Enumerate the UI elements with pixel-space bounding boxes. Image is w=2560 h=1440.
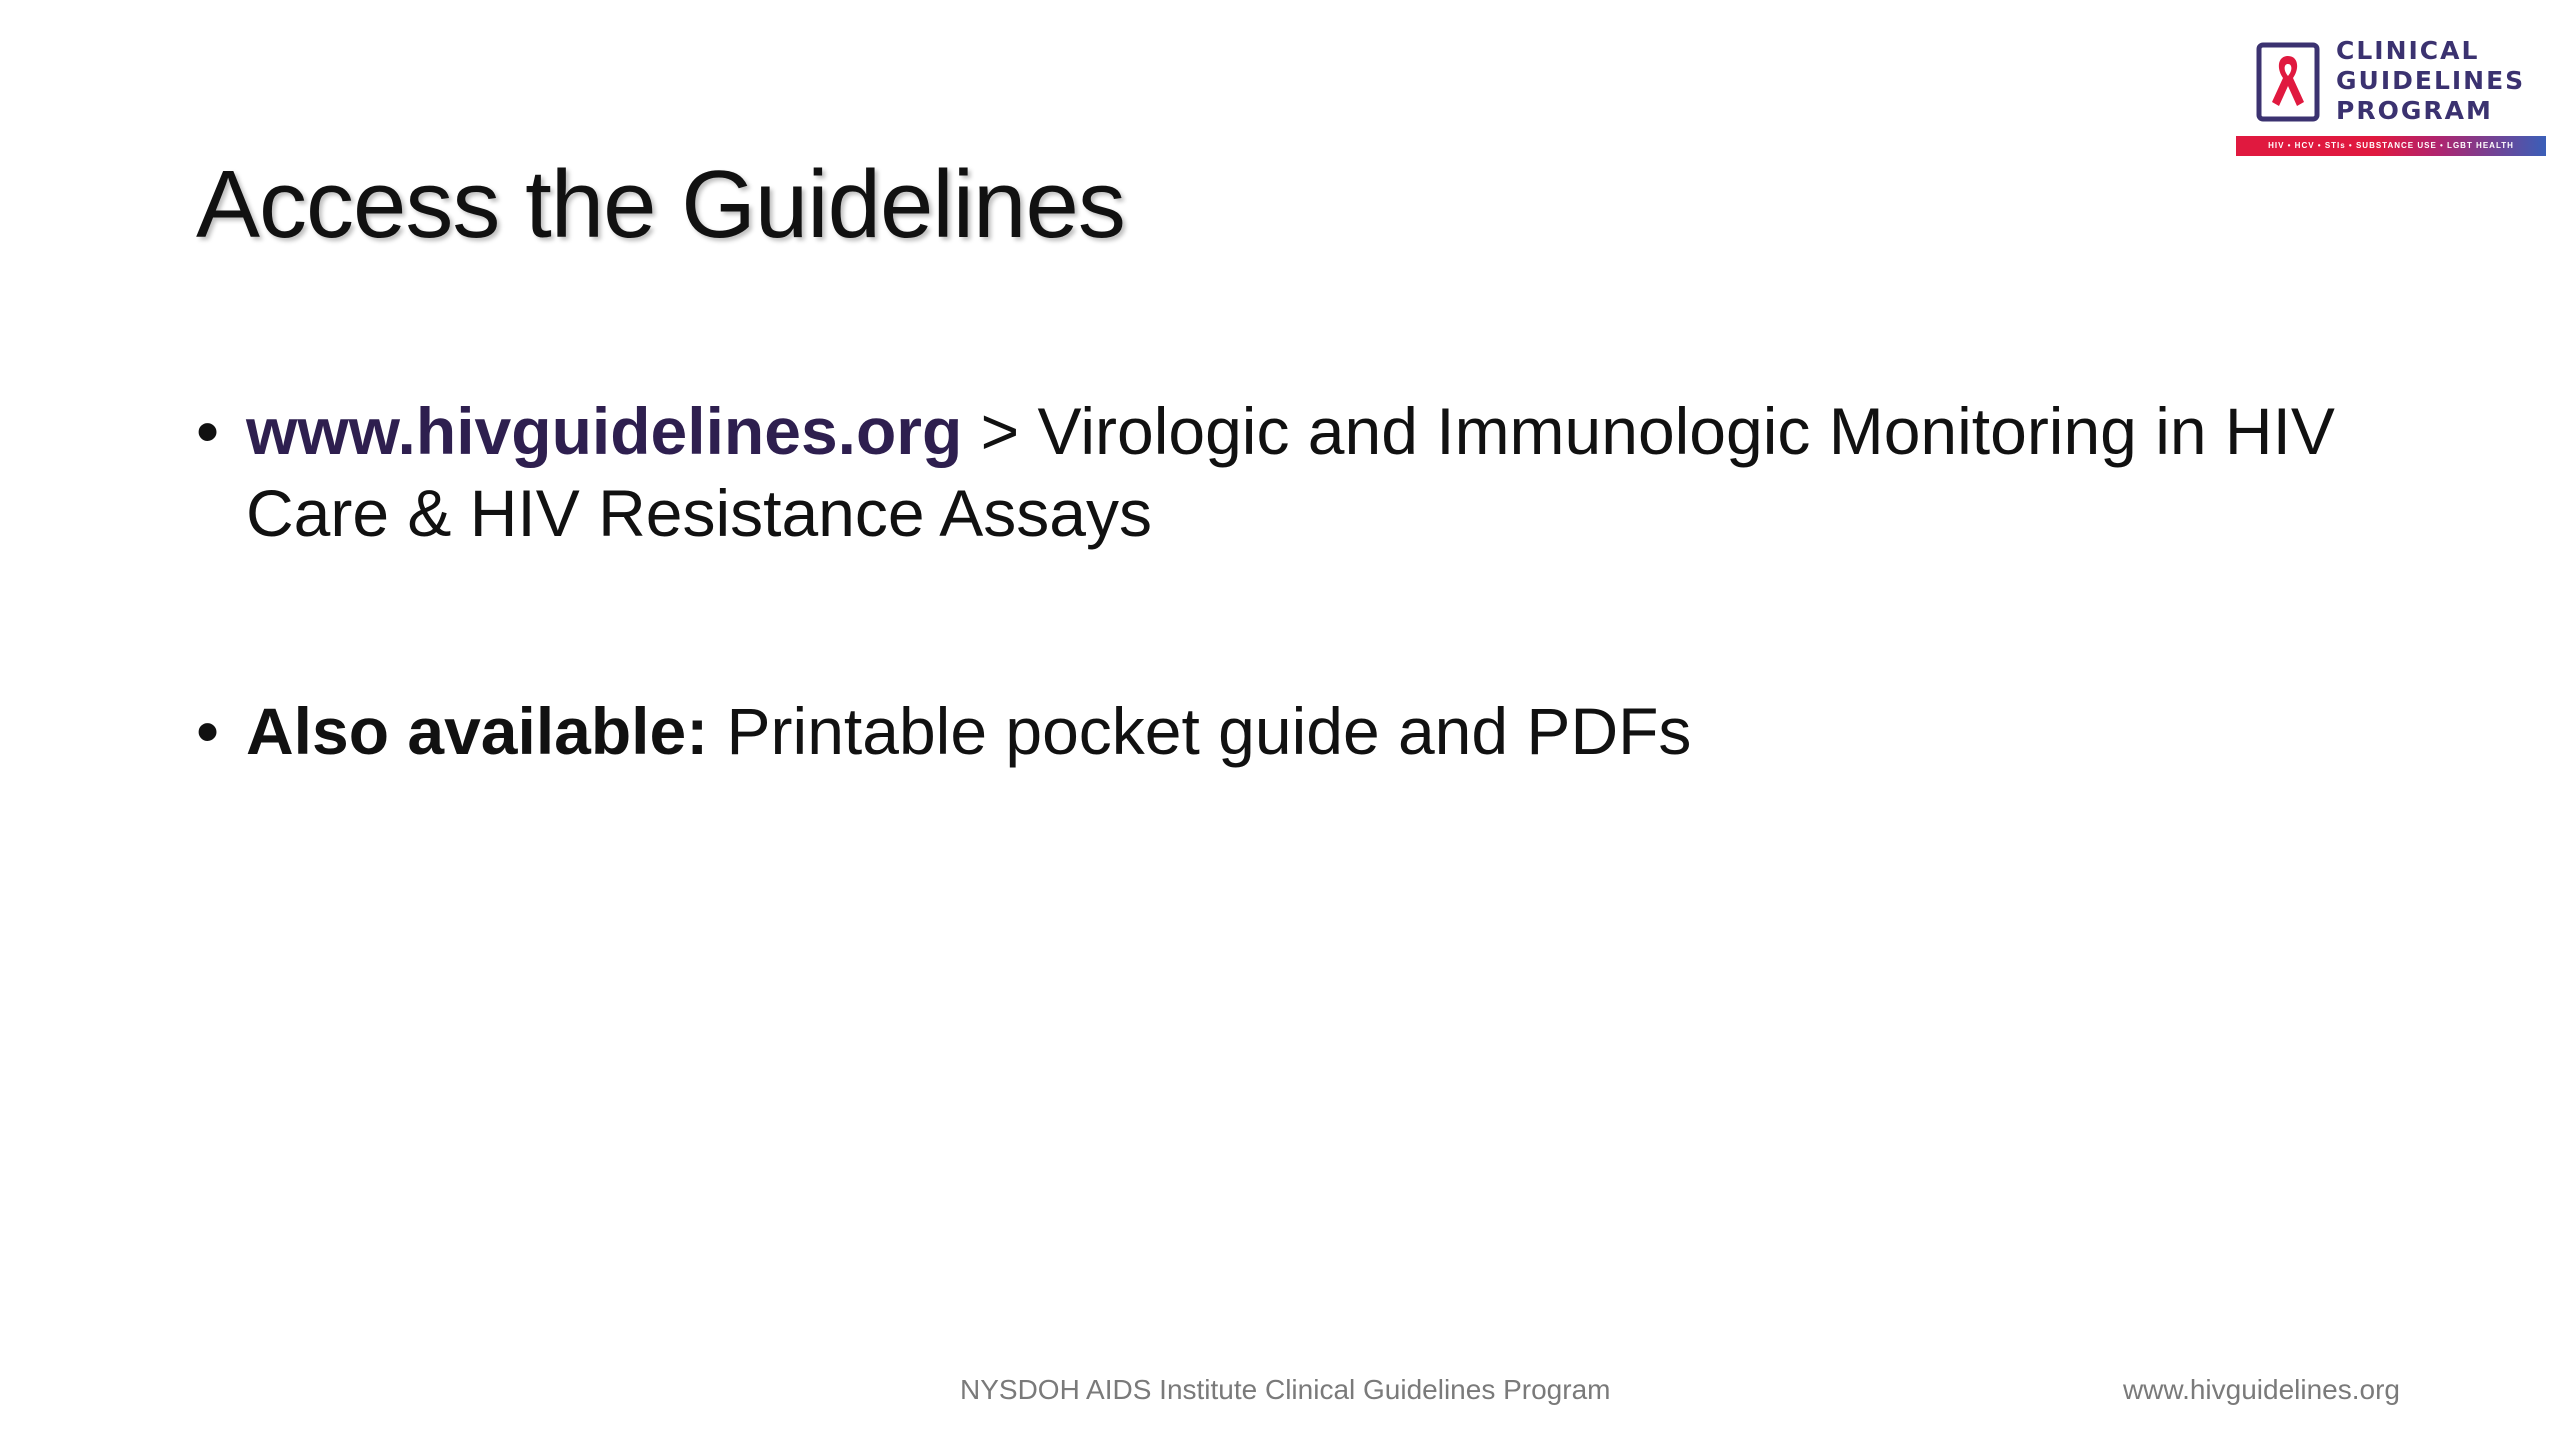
page-title: Access the Guidelines (196, 151, 1125, 258)
footer-url: www.hivguidelines.org (2122, 1374, 2400, 1405)
website-link[interactable]: www.hivguidelines.org (246, 394, 963, 468)
footer-program-name: NYSDOH AIDS Institute Clinical Guidelines Program (960, 1374, 1611, 1405)
clinical-guidelines-program-logo (2236, 36, 2546, 160)
logo-tagline-bar: HIV • HCV • STIs • SUBSTANCE USE • LGBT HEALTH (2236, 136, 2546, 156)
bullet-marker: • (196, 394, 220, 468)
also-available-label: Also available: (246, 694, 709, 768)
bullet-text: > Virologic and Immunologic Monitoring in HIV Care & HIV Resistance Assays (246, 394, 2335, 550)
red-ribbon-icon (2256, 42, 2320, 122)
bullet-item-website (196, 390, 2356, 554)
logo-wordmark (2336, 36, 2525, 126)
bullet-marker: • (196, 694, 220, 768)
logo-line-2: GUIDELINES (2336, 66, 2526, 95)
logo-line-1: CLINICAL (2336, 36, 2480, 65)
logo-line-3: PROGRAM (2336, 96, 2493, 125)
bullet-text: Printable pocket guide and PDFs (708, 694, 1692, 768)
bullet-item-also-available (196, 690, 2356, 772)
bullet-list (196, 390, 2356, 772)
